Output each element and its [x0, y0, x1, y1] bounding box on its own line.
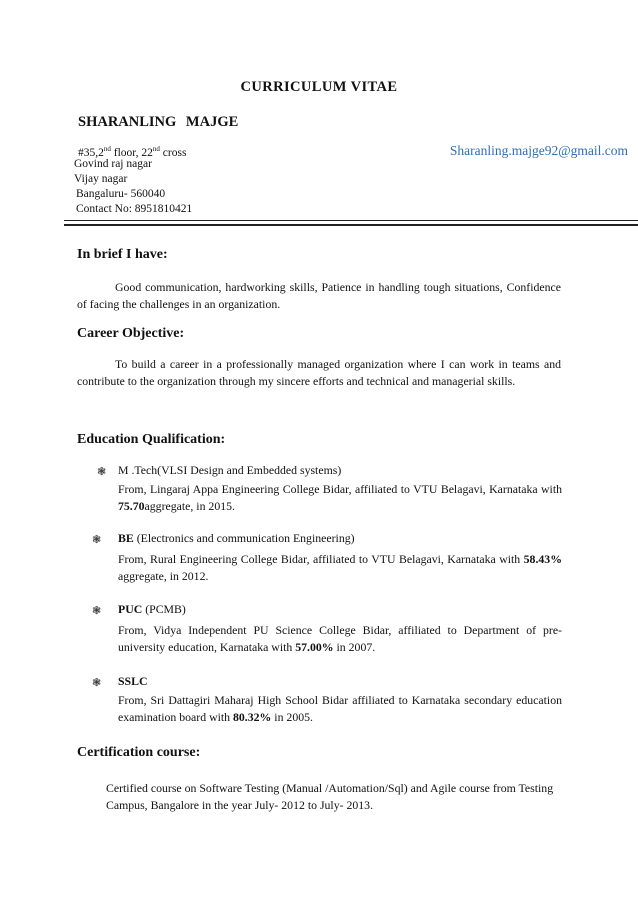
address-line-2: Govind raj nagar: [74, 158, 152, 170]
bullet-icon: ❃: [97, 466, 107, 478]
cv-title: CURRICULUM VITAE: [240, 79, 398, 95]
edu-puc-title: PUC (PCMB): [118, 602, 186, 616]
certification-heading: Certification course:: [77, 745, 201, 760]
bullet-icon: ❃: [92, 677, 102, 689]
contact-number: Contact No: 8951810421: [76, 203, 193, 215]
edu-sslc-detail: From, Sri Dattagiri Maharaj High School Bidar affiliated to Karnataka secondary education examination board with 80.32% in 2005.: [118, 693, 562, 724]
edu-mtech-detail: From, Lingaraj Appa Engineering College Bidar, affiliated to VTU Belagavi, Karnataka with 75.70aggregate, in 2015.: [118, 482, 562, 513]
brief-heading: In brief I have:: [77, 247, 168, 262]
header-divider-thin: [64, 220, 638, 221]
education-heading: Education Qualification:: [77, 432, 226, 447]
address-line-3: Vijay nagar: [74, 173, 128, 185]
address-line-4: Bangaluru- 560040: [76, 188, 166, 200]
candidate-name: SHARANLING MAJGE: [78, 114, 239, 130]
bullet-icon: ❃: [92, 605, 102, 617]
edu-sslc-title: SSLC: [118, 674, 148, 688]
bullet-icon: ❃: [92, 534, 102, 546]
edu-be-detail: From, Rural Engineering College Bidar, affiliated to VTU Belagavi, Karnataka with 58.43% aggregate, in 2012.: [118, 552, 562, 583]
certification-text: Certified course on Software Testing (Manual /Automation/Sql) and Agile course from Testing Campus, Bangalore in the year July- 2012 to July- 2013.: [106, 781, 554, 812]
edu-be-title: BE (Electronics and communication Engineering): [118, 531, 355, 545]
objective-heading: Career Objective:: [77, 326, 185, 341]
edu-mtech-title: M .Tech(VLSI Design and Embedded systems): [118, 463, 342, 477]
email-address[interactable]: Sharanling.majge92@gmail.com: [449, 143, 628, 158]
address-line-1: #35,2nd floor, 22nd cross: [78, 145, 187, 159]
brief-text: Good communication, hardworking skills, Patience in handling tough situations, Confidence of facing the challenges in an organization.: [77, 280, 561, 311]
header-divider-thick: [64, 224, 638, 226]
edu-puc-detail: From, Vidya Independent PU Science College Bidar, affiliated to Department of pre-university education, Karnataka with 57.00% in 2007.: [118, 623, 562, 654]
objective-text: To build a career in a professionally managed organization where I can work in teams and contribute to the organization through my sincere efforts and technical and managerial skills.: [77, 357, 561, 388]
